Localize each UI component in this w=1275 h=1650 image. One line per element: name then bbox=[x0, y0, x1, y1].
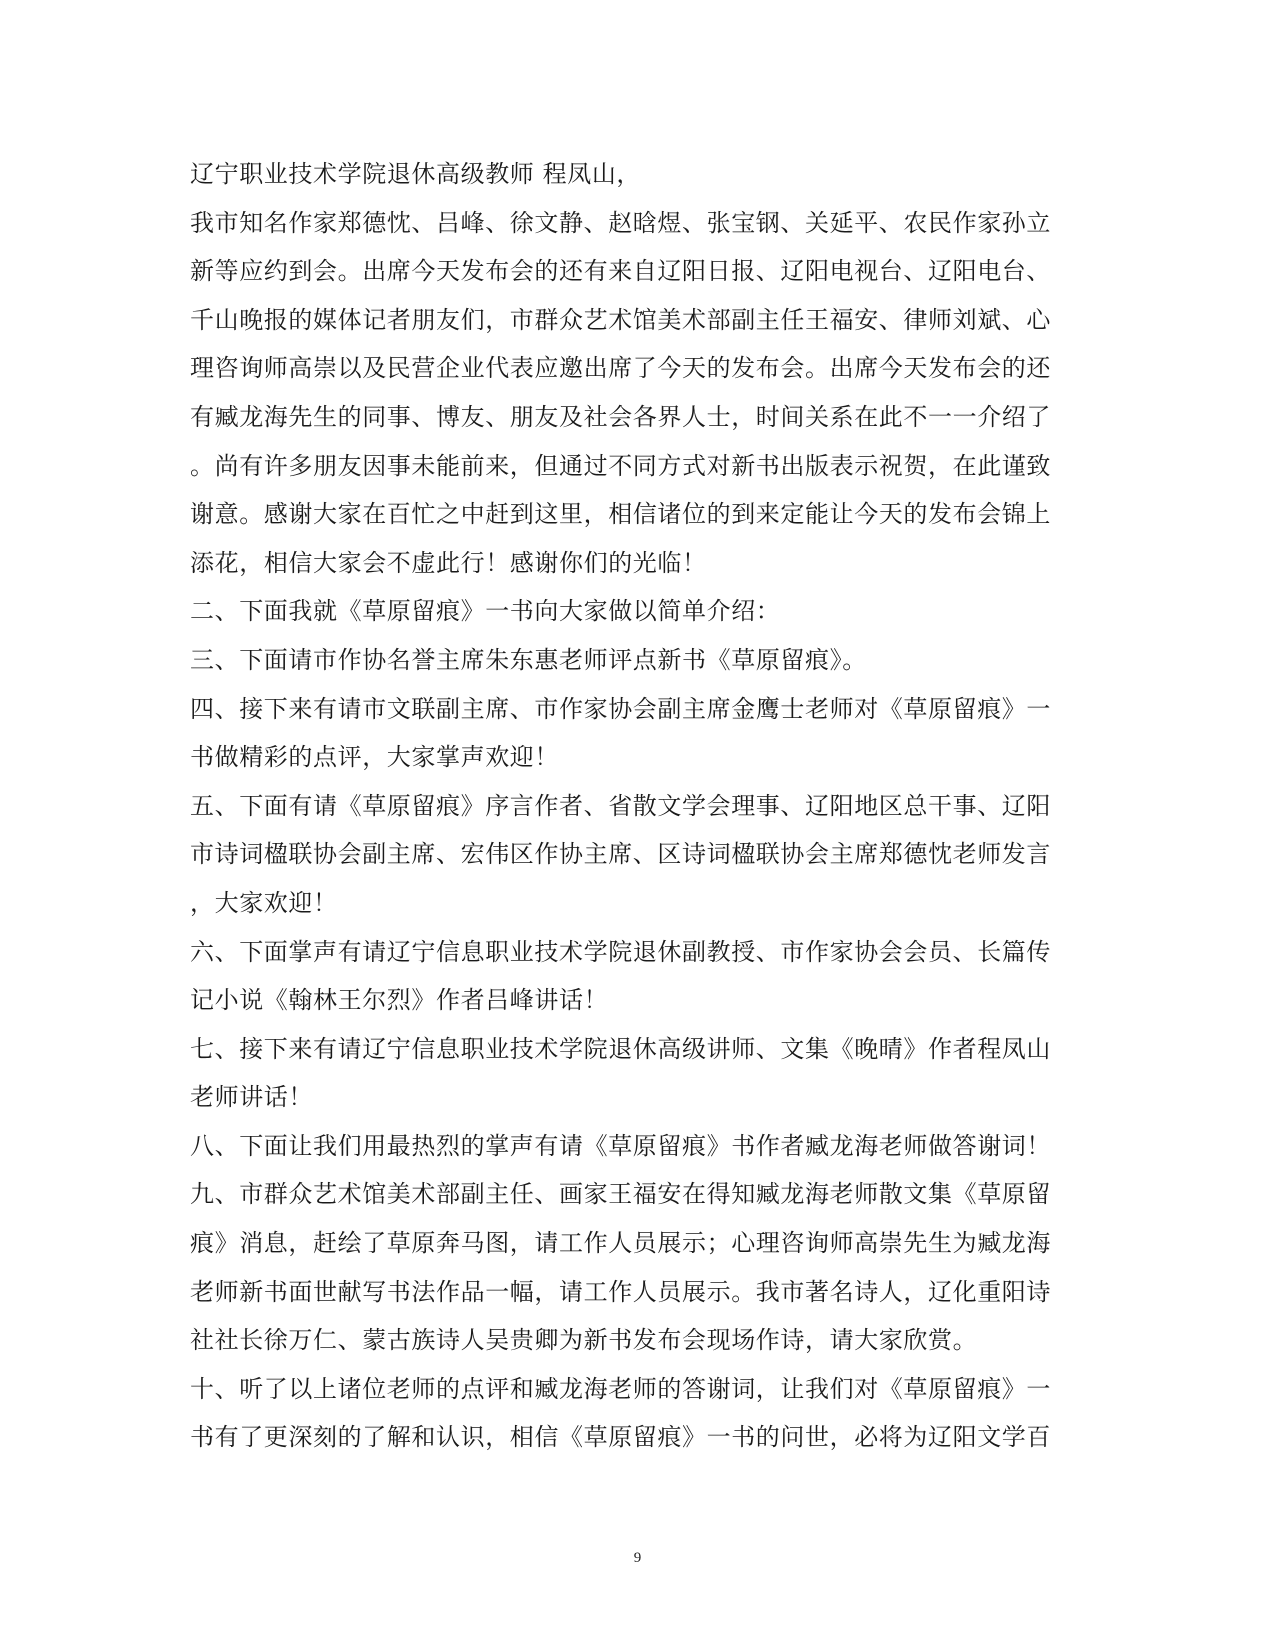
text-line: 谢意。感谢大家在百忙之中赶到这里，相信诸位的到来定能让今天的发布会锦上 bbox=[190, 500, 1051, 529]
text-line: 千山晚报的媒体记者朋友们，市群众艺术馆美术部副主任王福安、律师刘斌、心 bbox=[190, 305, 1051, 334]
text-line: 痕》消息，赶绘了草原奔马图，请工作人员展示；心理咨询师高崇先生为臧龙海 bbox=[190, 1229, 1051, 1258]
text-line: 八、下面让我们用最热烈的掌声有请《草原留痕》书作者臧龙海老师做答谢词！ bbox=[190, 1131, 1051, 1160]
text-line: 老师讲话！ bbox=[190, 1083, 313, 1112]
text-line: 有臧龙海先生的同事、博友、朋友及社会各界人士，时间关系在此不一一介绍了 bbox=[190, 402, 1051, 431]
text-line: 三、下面请市作协名誉主席朱东惠老师评点新书《草原留痕》。 bbox=[190, 645, 867, 674]
text-line: 添花，相信大家会不虚此行！感谢你们的光临！ bbox=[190, 548, 707, 577]
body-text bbox=[190, 150, 1070, 1462]
text-line: 社社长徐万仁、蒙古族诗人吴贵卿为新书发布会现场作诗，请大家欣赏。 bbox=[190, 1326, 978, 1355]
text-line: 。尚有许多朋友因事未能前来，但通过不同方式对新书出版表示祝贺，在此谨致 bbox=[190, 451, 1051, 480]
text-line: 市诗词楹联协会副主席、宏伟区作协主席、区诗词楹联协会主席郑德忱老师发言 bbox=[190, 840, 1051, 869]
text-line: 我市知名作家郑德忱、吕峰、徐文静、赵晗煜、张宝钢、关延平、农民作家孙立 bbox=[190, 208, 1051, 237]
text-line: 记小说《翰林王尔烈》作者吕峰讲话！ bbox=[190, 986, 609, 1015]
text-line: 书做精彩的点评，大家掌声欢迎！ bbox=[190, 743, 559, 772]
text-line: 七、接下来有请辽宁信息职业技术学院退休高级讲师、文集《晚晴》作者程凤山 bbox=[190, 1034, 1051, 1063]
text-line: 老师新书面世献写书法作品一幅，请工作人员展示。我市著名诗人，辽化重阳诗 bbox=[190, 1277, 1051, 1306]
text-line: 五、下面有请《草原留痕》序言作者、省散文学会理事、辽阳地区总干事、辽阳 bbox=[190, 791, 1051, 820]
text-line: 九、市群众艺术馆美术部副主任、画家王福安在得知臧龙海老师散文集《草原留 bbox=[190, 1180, 1051, 1209]
page-number: 9 bbox=[633, 1550, 642, 1566]
text-line: 书有了更深刻的了解和认识，相信《草原留痕》一书的问世，必将为辽阳文学百 bbox=[190, 1423, 1051, 1452]
text-line: 新等应约到会。出席今天发布会的还有来自辽阳日报、辽阳电视台、辽阳电台、 bbox=[190, 257, 1051, 286]
text-line: 辽宁职业技术学院退休高级教师 程凤山， bbox=[190, 160, 642, 188]
text-line: 十、听了以上诸位老师的点评和臧龙海老师的答谢词，让我们对《草原留痕》一 bbox=[190, 1374, 1051, 1403]
text-line: 四、接下来有请市文联副主席、市作家协会副主席金鹰士老师对《草原留痕》一 bbox=[190, 694, 1051, 723]
text-line: ，大家欢迎！ bbox=[190, 888, 338, 917]
text-line: 理咨询师高崇以及民营企业代表应邀出席了今天的发布会。出席今天发布会的还 bbox=[190, 354, 1051, 383]
text-line: 二、下面我就《草原留痕》一书向大家做以简单介绍： bbox=[190, 597, 781, 626]
text-line: 六、下面掌声有请辽宁信息职业技术学院退休副教授、市作家协会会员、长篇传 bbox=[190, 937, 1051, 966]
